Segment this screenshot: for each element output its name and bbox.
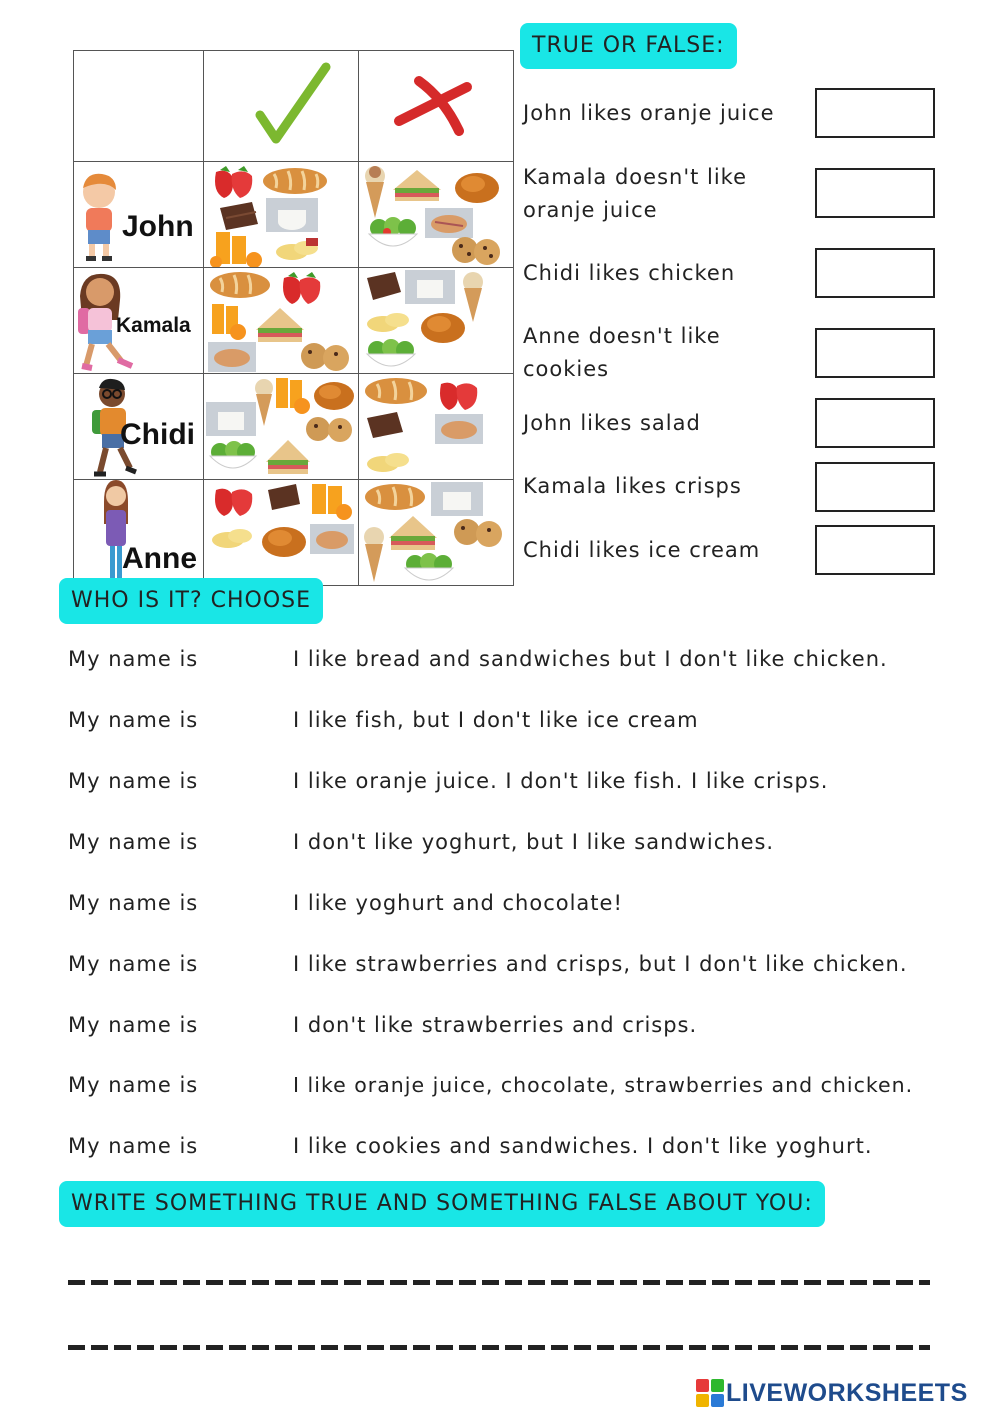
tf-answer-box[interactable] (815, 248, 935, 298)
who-clue: I don't like strawberries and crisps. (293, 1013, 698, 1037)
bread-icon (208, 270, 272, 300)
tf-statement: John likes oranje juice (523, 101, 775, 125)
kid-name-chidi: Chidi (120, 418, 195, 451)
dislikes-cell-kamala (359, 268, 514, 374)
true-false-title: TRUE OR FALSE: (520, 23, 737, 69)
orange-juice-icon (308, 482, 354, 520)
fish-icon (435, 414, 483, 444)
orange-juice-icon (272, 376, 312, 414)
kid-name-anne: Anne (122, 542, 197, 575)
write-title: WRITE SOMETHING TRUE AND SOMETHING FALSE ABOUT YOU: (59, 1181, 825, 1227)
my-name-is-label: My name is (68, 1073, 199, 1097)
who-clue: I like bread and sandwiches but I don't like chicken. (293, 647, 888, 671)
strawberry-icon (433, 376, 485, 412)
chocolate-icon (363, 270, 403, 302)
chicken-icon (451, 166, 503, 206)
boy-john-icon (76, 170, 122, 262)
strawberry-icon (208, 164, 258, 200)
orange-juice-icon (208, 230, 264, 268)
ice-cream-icon (254, 378, 274, 428)
kid-name-kamala: Kamala (116, 314, 191, 337)
ice-cream-icon (363, 164, 387, 220)
cookies-icon (298, 340, 354, 372)
tf-answer-box[interactable] (815, 328, 935, 378)
who-clue: I like strawberries and crisps, but I don't like chicken. (293, 952, 908, 976)
who-clue: I don't like yoghurt, but I like sandwiches. (293, 830, 775, 854)
tf-answer-box[interactable] (815, 398, 935, 448)
tf-answer-box[interactable] (815, 88, 935, 138)
likes-cell-john (204, 162, 359, 268)
sandwich-icon (252, 304, 308, 344)
orange-juice-icon (208, 302, 248, 340)
chocolate-icon (363, 410, 407, 440)
header-dislikes-cell (359, 51, 514, 162)
dislikes-cell-john (359, 162, 514, 268)
chicken-icon (258, 520, 310, 562)
tf-statement: Chidi likes ice cream (523, 538, 761, 562)
kid-name-john: John (122, 210, 194, 243)
crisps-icon (272, 234, 322, 264)
yoghurt-icon (405, 270, 455, 304)
likes-cell-anne (204, 480, 359, 586)
salad-icon (363, 336, 419, 372)
kid-cell-anne (74, 480, 204, 586)
tf-statement: Kamala doesn't like oranje juice (523, 165, 748, 222)
tf-statement: John likes salad (523, 411, 701, 435)
my-name-is-label: My name is (68, 891, 199, 915)
tf-statement: Chidi likes chicken (523, 261, 736, 285)
cross-icon (359, 51, 513, 157)
food-preference-table (73, 50, 514, 586)
logo-mark-icon (696, 1379, 724, 1407)
bread-icon (262, 166, 328, 196)
write-answer-line-1[interactable] (68, 1280, 930, 1285)
my-name-is-label: My name is (68, 1134, 199, 1158)
who-clue: I like yoghurt and chocolate! (293, 891, 623, 915)
sandwich-icon (389, 166, 445, 202)
cookies-icon (449, 234, 505, 266)
sandwich-icon (385, 512, 441, 552)
bread-icon (363, 376, 429, 406)
ice-cream-icon (363, 526, 385, 584)
tf-answer-box[interactable] (815, 168, 935, 218)
sandwich-icon (262, 436, 314, 476)
dislikes-cell-chidi (359, 374, 514, 480)
who-clue: I like cookies and sandwiches. I don't like yoghurt. (293, 1134, 873, 1158)
my-name-is-label: My name is (68, 647, 199, 671)
tf-answer-box[interactable] (815, 525, 935, 575)
chocolate-icon (264, 482, 304, 512)
chicken-icon (310, 376, 358, 414)
who-clue: I like oranje juice. I don't like fish. I like crisps. (293, 769, 829, 793)
my-name-is-label: My name is (68, 1013, 199, 1037)
yoghurt-icon (266, 198, 318, 232)
likes-cell-chidi (204, 374, 359, 480)
my-name-is-label: My name is (68, 769, 199, 793)
who-is-it-title: WHO IS IT? CHOOSE (59, 578, 323, 624)
my-name-is-label: My name is (68, 708, 199, 732)
fish-icon (310, 524, 354, 554)
kid-cell-chidi (74, 374, 204, 480)
header-likes-cell (204, 51, 359, 162)
crisps-icon (208, 522, 256, 552)
crisps-icon (363, 306, 413, 336)
crisps-icon (363, 446, 413, 476)
my-name-is-label: My name is (68, 830, 199, 854)
kid-cell-john (74, 162, 204, 268)
logo-text: LIVEWORKSHEETS (726, 1378, 968, 1407)
who-clue: I like oranje juice, chocolate, strawberries and chicken. (293, 1073, 914, 1097)
strawberry-icon (276, 270, 328, 306)
check-icon (204, 51, 358, 157)
yoghurt-icon (206, 402, 256, 436)
yoghurt-icon (431, 482, 483, 516)
header-empty-cell (74, 51, 204, 162)
write-answer-line-2[interactable] (68, 1345, 930, 1350)
liveworksheets-logo (696, 1376, 968, 1410)
cookies-icon (451, 516, 507, 548)
chicken-icon (417, 306, 469, 346)
tf-answer-box[interactable] (815, 462, 935, 512)
salad-icon (365, 214, 421, 252)
fish-icon (208, 342, 256, 372)
tf-statement: Kamala likes crisps (523, 474, 742, 498)
kid-cell-kamala (74, 268, 204, 374)
salad-icon (401, 550, 457, 586)
bread-icon (363, 482, 427, 512)
strawberry-icon (208, 482, 260, 518)
who-clue: I like fish, but I don't like ice cream (293, 708, 699, 732)
tf-statement: Anne doesn't like cookies (523, 324, 721, 381)
chocolate-icon (216, 200, 262, 232)
likes-cell-kamala (204, 268, 359, 374)
dislikes-cell-anne (359, 480, 514, 586)
my-name-is-label: My name is (68, 952, 199, 976)
salad-icon (206, 438, 260, 474)
